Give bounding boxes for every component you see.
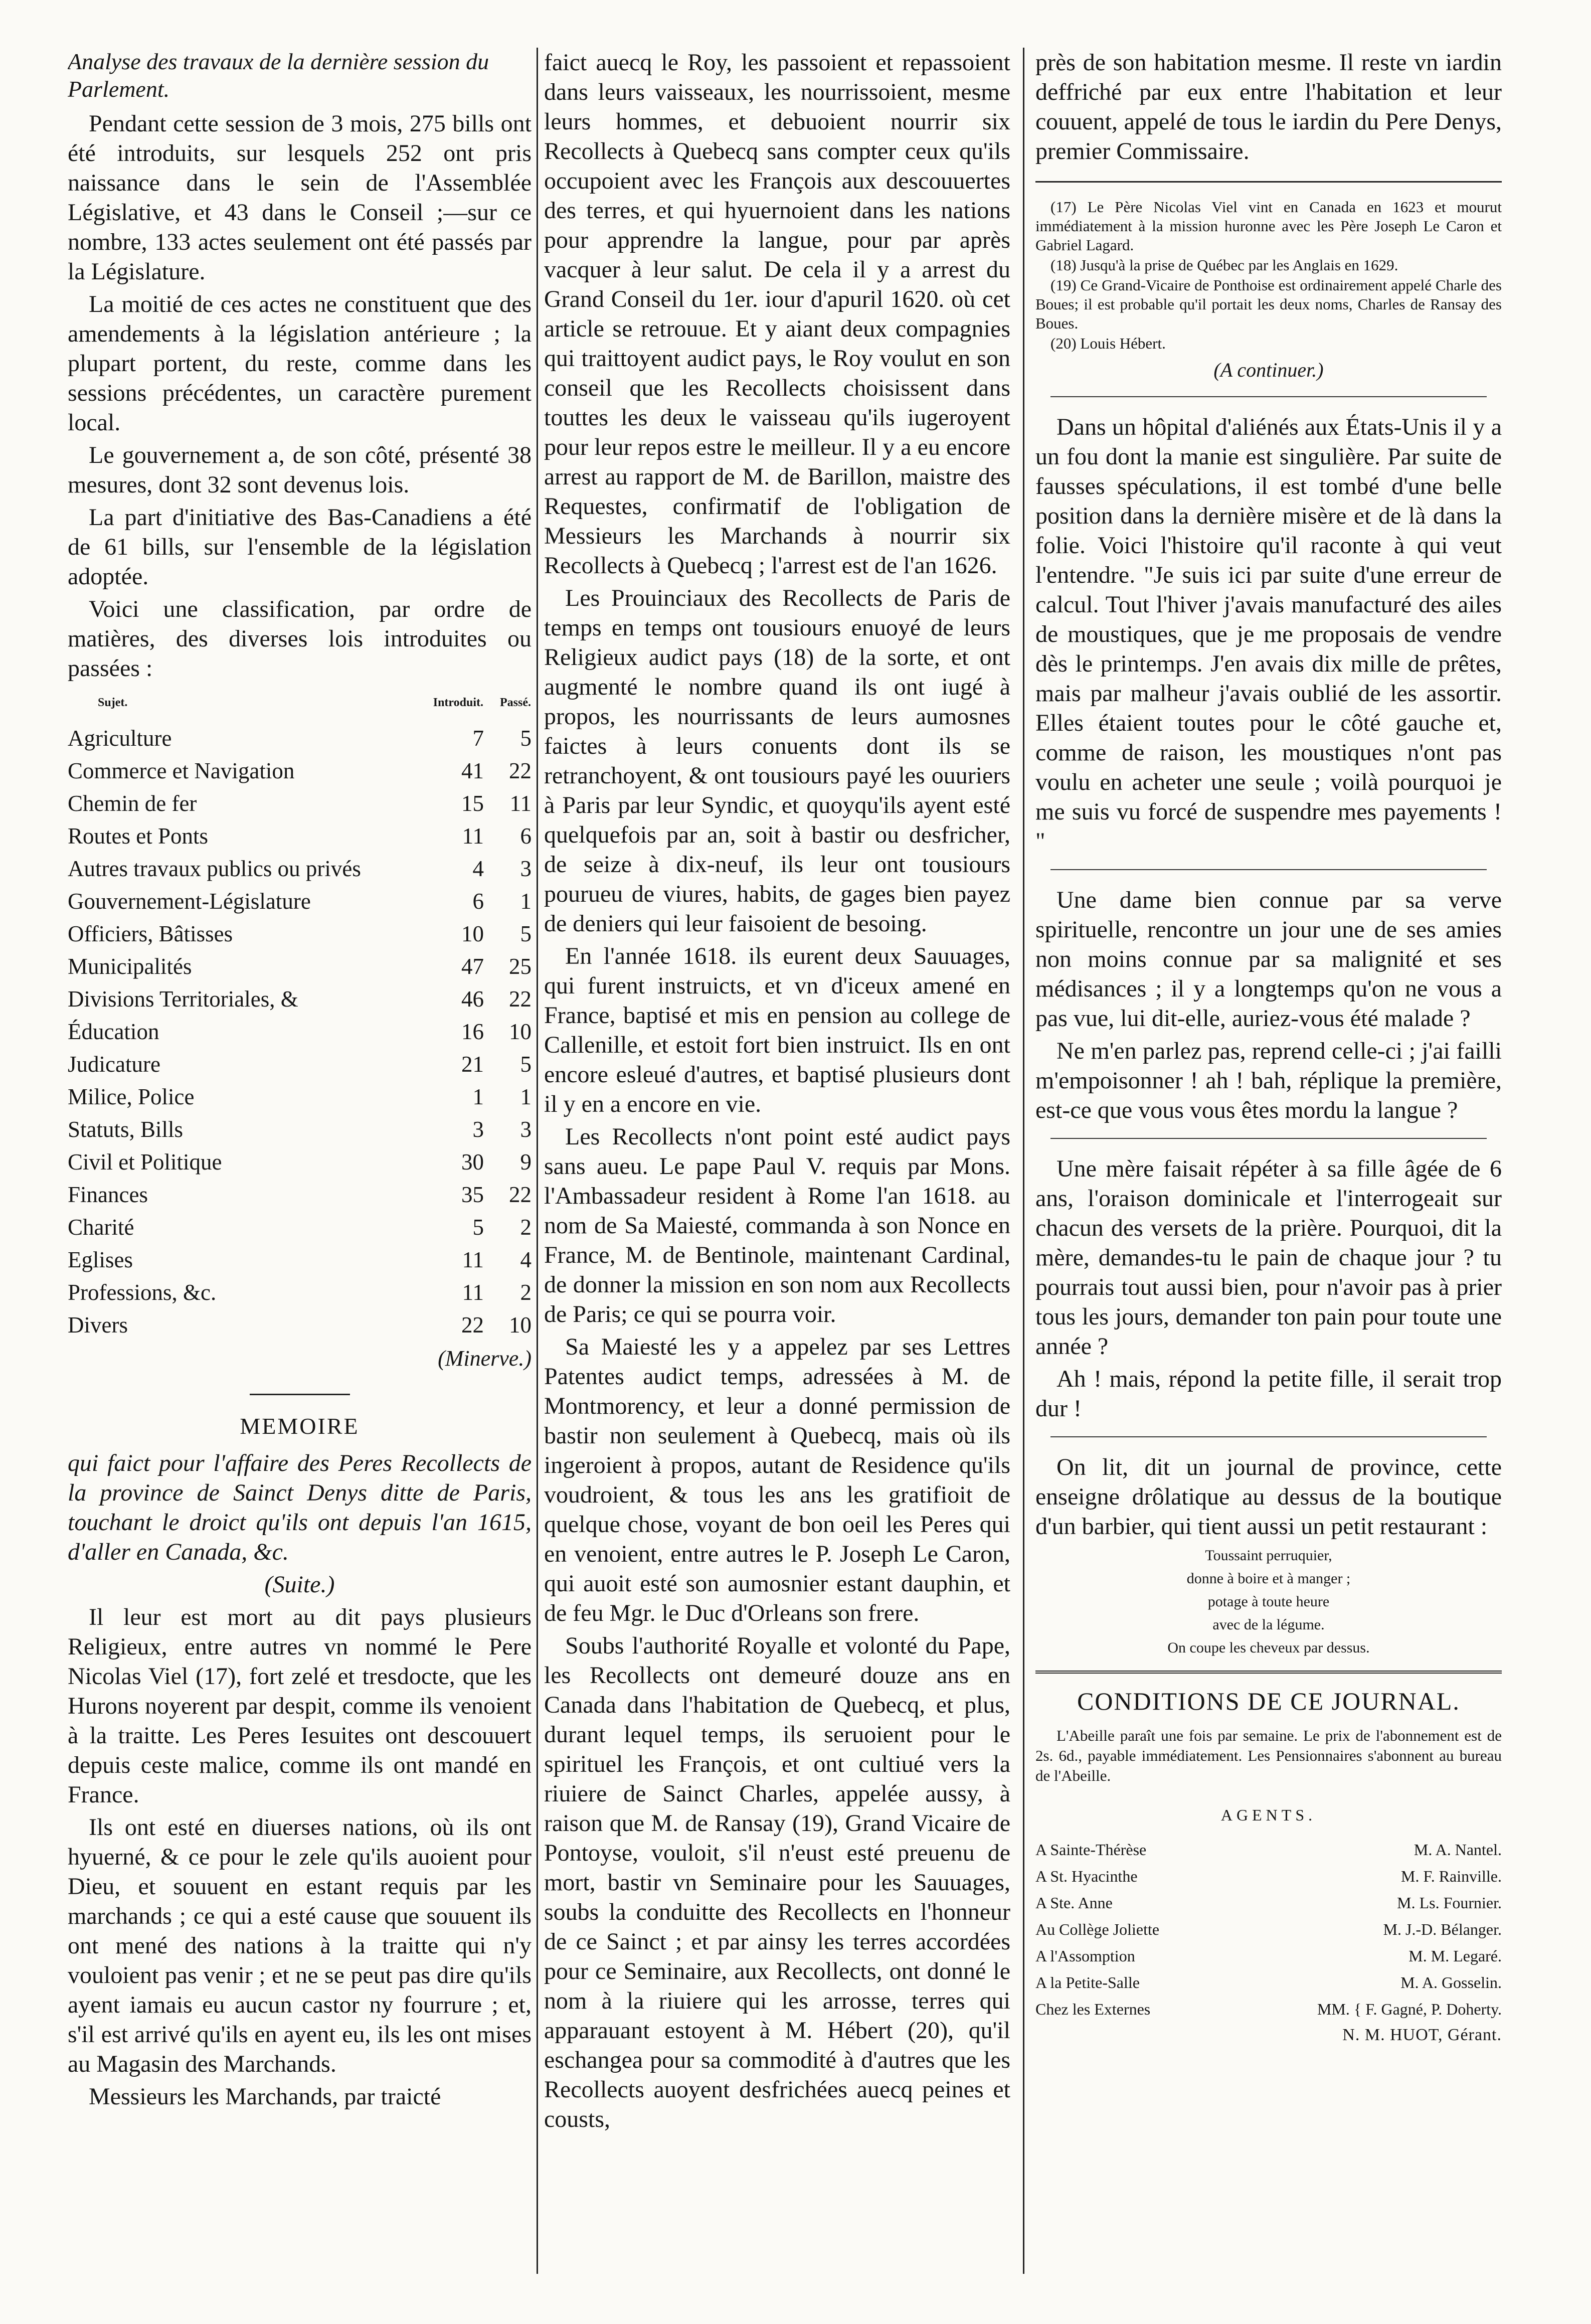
table-cell-subject: Finances xyxy=(68,1182,148,1207)
footnote-19: (19) Ce Grand-Vicaire de Ponthoise est ordinairement appelé Charle des Boues; il est probable qu'il portait les deux noms, Charles de Ransay des Boues. xyxy=(1035,276,1502,332)
table-cell-passe: 22 xyxy=(509,986,532,1012)
table-cell-passe: 22 xyxy=(509,1182,532,1207)
table-row xyxy=(68,1048,532,1081)
table-header-row xyxy=(68,686,532,722)
table-cell-subject: Autres travaux publics ou privés xyxy=(68,856,361,881)
table-cell-introduit: 22 xyxy=(461,1312,484,1338)
analyse-paragraph-4: La part d'initiative des Bas-Canadiens a été de 61 bills, sur l'ensemble de la législation adoptée. xyxy=(68,504,532,590)
table-cell-subject: Eglises xyxy=(68,1247,133,1272)
memoire-paragraph-1: Il leur est mort au dit pays plusieurs Religieux, entre autres vn nommé le Pere Nicolas Viel (17), fort zelé et tresdocte, que les Hurons noyerent par despit, comme ils venoient à la traitte. Les Peres Iesuites ont descouuert depuis ceste malice, comme ils ont mandé en France. xyxy=(68,1604,532,1808)
table-cell-passe: 9 xyxy=(520,1149,532,1175)
column-2 xyxy=(544,48,1010,2264)
table-row xyxy=(68,755,532,787)
agent-name: M. A. Nantel. xyxy=(1413,1841,1502,1859)
table-row xyxy=(68,820,532,853)
table-row xyxy=(68,722,532,755)
table-cell-subject: Officiers, Bâtisses xyxy=(68,921,233,946)
table-cell-subject: Judicature xyxy=(68,1052,160,1077)
table-row xyxy=(68,1081,532,1113)
agents-table xyxy=(1035,1837,1502,2023)
table-cell-introduit: 35 xyxy=(461,1182,484,1207)
agent-name: M. A. Gosselin. xyxy=(1400,1973,1502,1991)
analyse-paragraph-2: La moitié de ces actes ne constituent que des amendements à la législation antérieure ; la plupart portent, du reste, comme dans les sessions précédentes, un caractère purement local. xyxy=(68,291,532,436)
a-continuer: (A continuer.) xyxy=(1213,359,1324,381)
agent-name: M. J.-D. Bélanger. xyxy=(1383,1920,1502,1938)
divider xyxy=(1050,1138,1487,1139)
table-cell-subject: Divers xyxy=(68,1312,128,1338)
table-row xyxy=(68,1309,532,1342)
laws-table-body xyxy=(68,722,532,1342)
table-cell-introduit: 41 xyxy=(461,758,484,783)
footnote-18: (18) Jusqu'à la prise de Québec par les Anglais en 1629. xyxy=(1050,256,1398,274)
analyse-paragraph-1: Pendant cette session de 3 mois, 275 bills ont été introduits, sur lesquels 252 ont pris naissance dans le sein de l'Assemblée Législative, et 43 dans le Conseil ;—sur ce nombre, 133 actes seulement ont été passés par la Législature. xyxy=(68,110,532,285)
table-row xyxy=(68,885,532,918)
agent-row xyxy=(1035,1890,1502,1916)
table-cell-subject: Agriculture xyxy=(68,726,172,751)
agent-name: M. Ls. Fournier. xyxy=(1397,1894,1502,1912)
memoire-paragraph-3: Messieurs les Marchands, par traicté xyxy=(89,2083,441,2110)
agent-row xyxy=(1035,1943,1502,1969)
table-row xyxy=(68,1244,532,1276)
memoire-suite: (Suite.) xyxy=(264,1571,335,1598)
table-source: (Minerve.) xyxy=(438,1346,532,1371)
table-cell-introduit: 30 xyxy=(461,1149,484,1175)
memoire-continued-1: faict auecq le Roy, les passoient et repassoient dans leurs vaisseaux, les nourrissoient, mesme leurs hommes, et debuoient nourrir six Recollects à Quebecq sans compter ceux qu'ils occupoient avec les François aux descouuertes des terres, et qui hyuernoient dans les nations pour apprendre la langue, pour par après vacquer à leur salut. De cela il y a arrest du Grand Conseil du 1er. iour d'apuril 1620. où cet article se retrouue. Et y aiant deux compagnies qui traittoyent audict pays, le Roy voulut en son conseil que les Recollects choisissent dans touttes les deux le vaisseau qu'ils iugeroyent pour leur repos estre le meilleur. Il y a eu encore arrest au rapport de M. de Barillon, maistre des Requestes, confirmatif de l'obligation de Messieurs les Marchands à nourrir six Recollects à Quebecq ; l'arrest est de l'an 1626. xyxy=(544,49,1010,579)
table-cell-subject: Routes et Ponts xyxy=(68,823,209,849)
memoire-continued-6: Soubs l'authorité Royalle et volonté du Pape, les Recollects ont demeuré douze ans en Canada dans l'habitation de Quebecq, et plus, durant lequel temps, ils seruoient pour le spirituel les François, et ont cultiué vers la riuiere de Sainct Charles, appelée aussy, à raison que M. de Ransay (19), Grand Vicaire de Pontoyse, vouloit, s'il n'eust esté preuenu de mort, bastir vn Seminaire pour les Sauuages, soubs la conduitte des Recollects en l'honneur de ce Sainct ; et par ainsy les terres accordées pour ce Seminaire, aux Recollects, ont donné le nom à la riuiere qui les arrosse, terres qui apparauant estoyent à M. Hébert (20), qu'il eschangea pour sa commodité à d'autres que les Recollects auoyent desfrichées auecq peines et cousts, xyxy=(544,1632,1010,2132)
agent-place: A St. Hyacinthe xyxy=(1035,1867,1138,1885)
conditions-block xyxy=(1035,1726,1502,1786)
table-cell-introduit: 10 xyxy=(461,921,484,946)
table-header-passe: Passé. xyxy=(500,696,531,709)
memoire-paragraph-2: Ils ont esté en diuerses nations, où ils ont hyuerné, & ce pour le zele qu'ils auoient pour Dieu, et souuent en estant requis par les marchands ; ce qui a esté cause que souuent ils ont mené des nations à la traitte qui n'y vouloient pas venir ; et ne se peut pas dire qu'ils ayent iamais eu aucun castor ny fourrure ; et, s'il est arrivé qu'ils en ayent eu, ils les ont mises au Magasin des Marchands. xyxy=(68,1814,532,2077)
double-divider xyxy=(1035,1671,1502,1674)
agents-title: AGENTS. xyxy=(1220,1806,1317,1824)
conditions-title: CONDITIONS DE CE JOURNAL. xyxy=(1077,1687,1460,1715)
sign-line: avec de la légume. xyxy=(1212,1616,1325,1633)
table-cell-introduit: 46 xyxy=(461,986,484,1012)
column-1 xyxy=(68,48,532,2264)
table-cell-subject: Divisions Territoriales, & xyxy=(68,986,298,1012)
agent-name: M. F. Rainville. xyxy=(1401,1867,1502,1885)
table-cell-passe: 1 xyxy=(520,889,532,914)
table-cell-introduit: 15 xyxy=(461,791,484,816)
agent-place: Chez les Externes xyxy=(1035,2000,1151,2018)
agents-table-body xyxy=(1035,1837,1502,2023)
dame-anecdote-1: Une dame bien connue par sa verve spirituelle, rencontre un jour une de ses amies non moins connue par sa malignité et ses médisances ; il y a longtemps qu'on ne vous a pas vue, lui dit-elle, auriez-vous été malade ? xyxy=(1035,887,1502,1032)
dame-anecdote-2: Ne m'en parlez pas, reprend celle-ci ; j'ai failli m'empoisonner ! ah ! bah, réplique la première, est-ce que vous vous êtes mordu la langue ? xyxy=(1035,1038,1502,1123)
footnotes xyxy=(1035,181,1502,353)
memoire-title: MEMOIRE xyxy=(240,1413,360,1439)
table-cell-passe: 11 xyxy=(509,791,532,816)
agent-place: A la Petite-Salle xyxy=(1035,1973,1140,1991)
analyse-paragraph-5: Voici une classification, par ordre de matières, des diverses lois introduites ou passées : xyxy=(68,596,532,682)
table-row xyxy=(68,983,532,1016)
table-cell-passe: 6 xyxy=(520,823,532,849)
laws-table xyxy=(68,686,532,1342)
sign-line: donne à boire et à manger ; xyxy=(1186,1570,1351,1587)
memoire-subtitle: qui faict pour l'affaire des Peres Recollects de la province de Sainct Denys ditte de Paris, touchant le droict qu'ils ont depuis l'an 1615, d'aller en Canada, &c. xyxy=(68,1450,532,1565)
sign-line: Toussaint perruquier, xyxy=(1205,1547,1332,1564)
sign-line: potage à toute heure xyxy=(1207,1593,1330,1610)
table-cell-introduit: 47 xyxy=(461,954,484,979)
mere-anecdote-2: Ah ! mais, répond la petite fille, il serait trop dur ! xyxy=(1035,1366,1502,1422)
table-cell-subject: Civil et Politique xyxy=(68,1149,222,1175)
table-cell-introduit: 7 xyxy=(472,726,484,751)
table-cell-passe: 3 xyxy=(520,856,532,881)
table-cell-passe: 10 xyxy=(509,1312,532,1338)
agent-row xyxy=(1035,1837,1502,1863)
memoire-continued-4: Les Recollects n'ont point esté audict pays sans aueu. Le pape Paul V. requis par Mons. l'Ambassadeur resident à Rome l'an 1618. au nom de Sa Maiesté, commanda à son Nonce en France, M. de Bentinole, maintenant Cardinal, de donner la mission en son nom aux Recollects de Paris; ce qui se pourra voir. xyxy=(544,1123,1010,1327)
agent-name: M. M. Legaré. xyxy=(1408,1947,1502,1965)
table-cell-subject: Charité xyxy=(68,1215,134,1240)
hopital-anecdote: Dans un hôpital d'aliénés aux États-Unis il y a un fou dont la manie est singulière. Par suite de fausses spéculations, il est tombé d'une belle position dans la dernière misère et de là dans la folie. Voici l'histoire qu'il raconte à qui veut l'entendre. "Je suis ici par suite d'une erreur de calcul. Tout l'hiver j'avais manufacturé des ailes de moustiques, que je me proposais de vendre dès le printemps. J'en avais dix mille de prêtes, mais par malheur j'avais oublié de les assortir. Elles étaient toutes pour le côté gauche et, comme de raison, les moustiques n'ont pas voulu en acheter une seule ; voilà pourquoi je me suis vu forcé de suspendre mes payements ! " xyxy=(1035,414,1502,855)
conditions-text: L'Abeille paraît une fois par semaine. Le prix de l'abonnement est de 2s. 6d., payable immédiatement. Les Pensionnaires s'abonnent au bureau de l'Abeille. xyxy=(1035,1727,1502,1784)
table-cell-subject: Milice, Police xyxy=(68,1084,195,1109)
agent-row xyxy=(1035,1863,1502,1890)
table-cell-passe: 2 xyxy=(520,1280,532,1305)
table-cell-passe: 5 xyxy=(520,1052,532,1077)
agent-place: A l'Assomption xyxy=(1035,1947,1135,1965)
table-cell-passe: 5 xyxy=(520,726,532,751)
table-cell-subject: Statuts, Bills xyxy=(68,1117,184,1142)
table-cell-introduit: 16 xyxy=(461,1019,484,1044)
memoire-end: près de son habitation mesme. Il reste vn iardin deffriché par eux entre l'habitation et leur couuent, appelé de tous le iardin du Pere Denys, premier Commissaire. xyxy=(1035,49,1502,164)
table-row xyxy=(68,1276,532,1309)
table-header-subject: Sujet. xyxy=(98,696,128,709)
column-3 xyxy=(1035,48,1502,2264)
table-cell-introduit: 5 xyxy=(472,1215,484,1240)
agent-place: A Sainte-Thérèse xyxy=(1035,1841,1147,1859)
divider xyxy=(1050,869,1487,870)
table-cell-passe: 2 xyxy=(520,1215,532,1240)
memoire-continued-2: Les Prouinciaux des Recollects de Paris de temps en temps ont tousiours enuoyé de leurs Religieux audict pays (18) de la sorte, et ont augmenté le nombre quand ils ont iugé à propos, les nourrissants de leurs aumosnes faictes à leurs conuents dont ils se retranchoyent, & ont tousiours payé les ouuriers à Paris par leur Syndic, et quoyqu'ils ayent esté quelquefois par an, soit à bastir ou desfricher, de seize à dix-neuf, ils leur ont tousiours pourueu de viures, habits, de gages bien payez de deniers qui leur faisoient de besoing. xyxy=(544,585,1010,937)
table-row xyxy=(68,853,532,885)
analyse-paragraph-3: Le gouvernement a, de son côté, présenté 38 mesures, dont 32 sont devenus lois. xyxy=(68,442,532,498)
agent-place: A Ste. Anne xyxy=(1035,1894,1113,1912)
table-row xyxy=(68,1146,532,1179)
table-cell-passe: 22 xyxy=(509,758,532,783)
agent-place: Au Collège Joliette xyxy=(1035,1920,1160,1938)
column-rule-2 xyxy=(1023,48,1024,2274)
agent-row xyxy=(1035,1916,1502,1943)
table-row xyxy=(68,918,532,950)
table-row xyxy=(68,787,532,820)
divider xyxy=(1050,1436,1487,1437)
table-cell-introduit: 11 xyxy=(462,823,484,849)
table-cell-subject: Chemin de fer xyxy=(68,791,197,816)
table-row xyxy=(68,950,532,983)
table-cell-introduit: 11 xyxy=(462,1247,484,1272)
table-cell-introduit: 3 xyxy=(472,1117,484,1142)
sign-line: On coupe les cheveux par dessus. xyxy=(1167,1639,1370,1656)
table-cell-introduit: 4 xyxy=(472,856,484,881)
table-cell-passe: 10 xyxy=(509,1019,532,1044)
gerant-signature: N. M. HUOT, Gérant. xyxy=(1342,2026,1502,2044)
table-cell-subject: Éducation xyxy=(68,1019,159,1044)
table-cell-passe: 1 xyxy=(520,1084,532,1109)
mere-anecdote-1: Une mère faisait répéter à sa fille âgée de 6 ans, l'oraison dominicale et l'interrogeait sur chacun des versets de la prière. Pourquoi, dit la mère, demandes-tu le pain de chaque jour ? tu pourrais tout aussi bien, pour n'avoir pas à prier tous les jours, demander ton pain pour toute une année ? xyxy=(1035,1155,1502,1360)
table-cell-introduit: 1 xyxy=(472,1084,484,1109)
memoire-continued-3: En l'année 1618. ils eurent deux Sauuages, qui furent instruicts, et vn d'iceux amené en France, baptisé et mis en pension au college de Callenille, et estoit fort bien instruict. Ils en ont encore esleué d'autres, et baptisé plusieurs dont il y en a encore en vie. xyxy=(544,943,1010,1117)
table-cell-subject: Professions, &c. xyxy=(68,1280,217,1305)
table-header-introduit: Introduit. xyxy=(433,696,483,709)
agent-row xyxy=(1035,1996,1502,2023)
table-cell-subject: Municipalités xyxy=(68,954,192,979)
barber-sign xyxy=(1035,1544,1502,1659)
table-cell-passe: 5 xyxy=(520,921,532,946)
table-cell-subject: Commerce et Navigation xyxy=(68,758,295,783)
footnote-17: (17) Le Père Nicolas Viel vint en Canada en 1623 et mourut immédiatement à la mission huronne avec les Père Joseph Le Caron et Gabriel Lagard. xyxy=(1035,198,1502,254)
table-cell-passe: 3 xyxy=(520,1117,532,1142)
table-row xyxy=(68,1016,532,1048)
agent-row xyxy=(1035,1969,1502,1996)
table-row xyxy=(68,1211,532,1244)
table-cell-introduit: 6 xyxy=(472,889,484,914)
table-cell-introduit: 11 xyxy=(462,1280,484,1305)
memoire-continued-5: Sa Maiesté les y a appelez par ses Lettres Patentes audict temps, adressées à M. de Montmorency, et leur a donné permission de bastir non seulement à Quebecq, mais où ils ingeroient à propos, autant de Residence qu'ils voudroient, & tous les ans les gratifioit de quelque chose, voyant de bon oeil les Peres qui en venoient, entre autres le P. Joseph Le Caron, qui auoit esté son aumosnier estant dauphin, et de feu Mgr. le Duc d'Orleans son frere. xyxy=(544,1334,1010,1626)
column-rule-1 xyxy=(537,48,538,2274)
table-cell-introduit: 21 xyxy=(461,1052,484,1077)
table-row xyxy=(68,1113,532,1146)
footnote-20: (20) Louis Hébert. xyxy=(1050,335,1166,352)
table-row xyxy=(68,1179,532,1211)
agent-name: MM. { F. Gagné, P. Doherty. xyxy=(1317,2000,1502,2018)
analyse-title: Analyse des travaux de la dernière session du Parlement. xyxy=(68,49,489,102)
table-cell-passe: 4 xyxy=(520,1247,532,1272)
table-cell-passe: 25 xyxy=(509,954,532,979)
divider xyxy=(1050,396,1487,397)
section-divider xyxy=(250,1394,350,1395)
table-cell-subject: Gouvernement-Législature xyxy=(68,889,311,914)
journal-anecdote: On lit, dit un journal de province, cette enseigne drôlatique au dessus de la boutique d'un barbier, qui tient aussi un petit restaurant : xyxy=(1035,1454,1502,1540)
